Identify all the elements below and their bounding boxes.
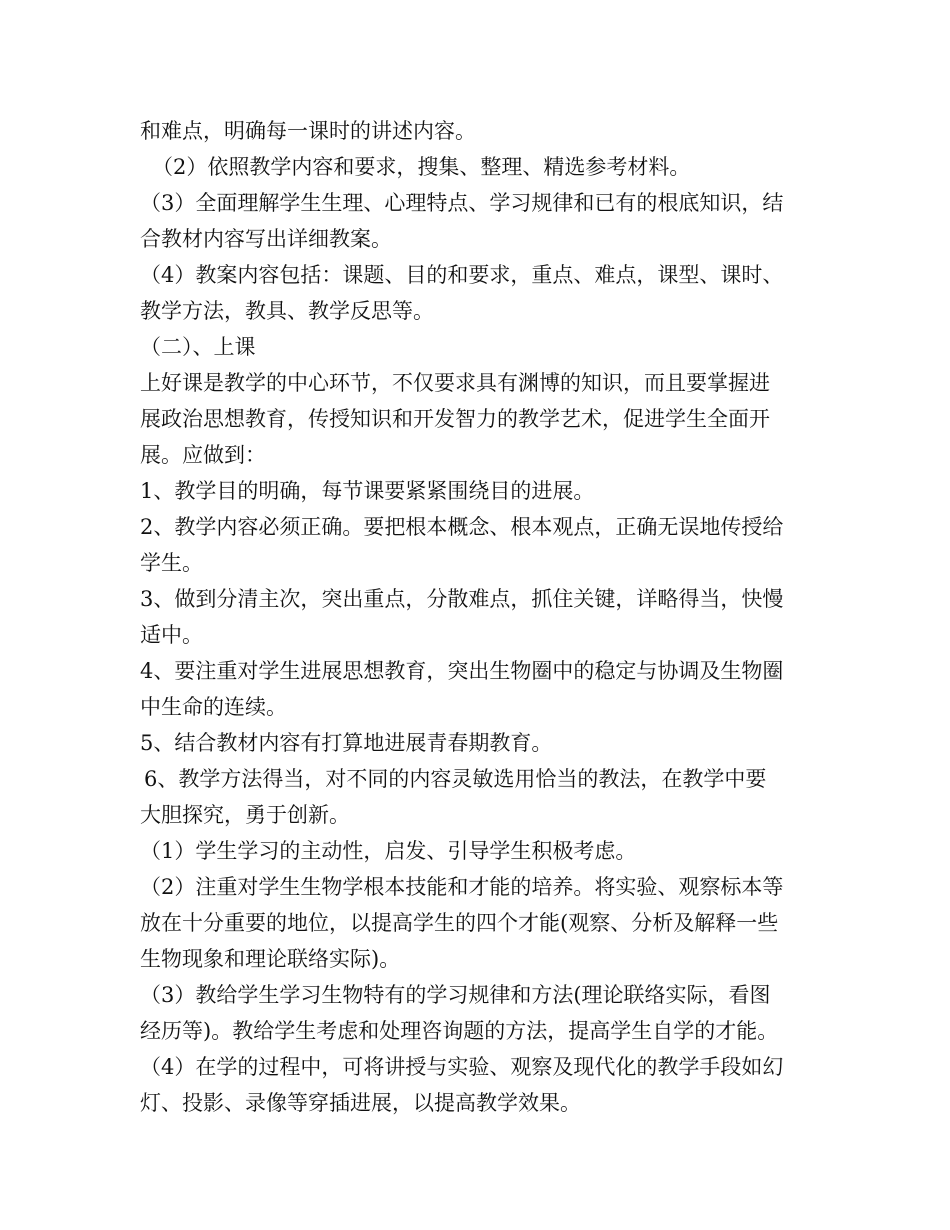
text-line: （4）在学的过程中，可将讲授与实验、观察及现代化的教学手段如幻 [140,1055,784,1079]
document-body [140,113,820,1121]
text-line: 2、教学内容必须正确。要把根本概念、根本观点，正确无误地传授给 [140,515,784,539]
text-line: 展政治思想教育，传授知识和开发智力的教学艺术，促进学生全面开 [140,407,770,431]
text-line: 中生命的连续。 [140,695,287,719]
section-heading: （二）、上课 [140,335,256,359]
text-line: 和难点，明确每一课时的讲述内容。 [140,119,476,143]
text-line: （1）学生学习的主动性，启发、引导学生积极考虑。 [140,839,637,863]
text-line: 放在十分重要的地位，以提高学生的四个才能(观察、分析及解释一些 [140,911,779,935]
text-line: 适中。 [140,623,203,647]
text-line: 大胆探究，勇于创新。 [140,803,350,827]
text-line: 6、教学方法得当，对不同的内容灵敏选用恰当的教法，在教学中要 [144,767,767,791]
text-line: 经历等)。教给学生考虑和处理咨询题的方法，提高学生自学的才能。 [140,1019,779,1043]
text-line: （4）教案内容包括：课题、目的和要求，重点、难点，课型、课时、 [140,263,784,287]
text-line: 1、教学目的明确，每节课要紧紧围绕目的进展。 [140,479,595,503]
text-line: （2）依照教学内容和要求，搜集、整理、精选参考材料。 [152,155,691,179]
text-line: （2）注重对学生生物学根本技能和才能的培养。将实验、观察标本等 [140,875,784,899]
text-line: 教学方法，教具、教学反思等。 [140,299,434,323]
text-line: （3）教给学生学习生物特有的学习规律和方法(理论联络实际，看图 [140,983,771,1007]
text-line: 展。应做到： [140,443,266,467]
text-line: 上好课是教学的中心环节，不仅要求具有渊博的知识，而且要掌握进 [140,371,770,395]
text-line: （3）全面理解学生生理、心理特点、学习规律和已有的根底知识，结 [140,191,784,215]
text-line: 生物现象和理论联络实际)。 [140,947,401,971]
text-line: 学生。 [140,551,203,575]
text-line: 合教材内容写出详细教案。 [140,227,392,251]
text-line: 4、要注重对学生进展思想教育，突出生物圈中的稳定与协调及生物圈 [140,659,784,683]
text-line: 灯、投影、录像等穿插进展，以提高教学效果。 [140,1091,581,1115]
text-line: 3、做到分清主次，突出重点，分散难点，抓住关键，详略得当，快慢 [140,587,784,611]
text-line: 5、结合教材内容有打算地进展青春期教育。 [140,731,553,755]
